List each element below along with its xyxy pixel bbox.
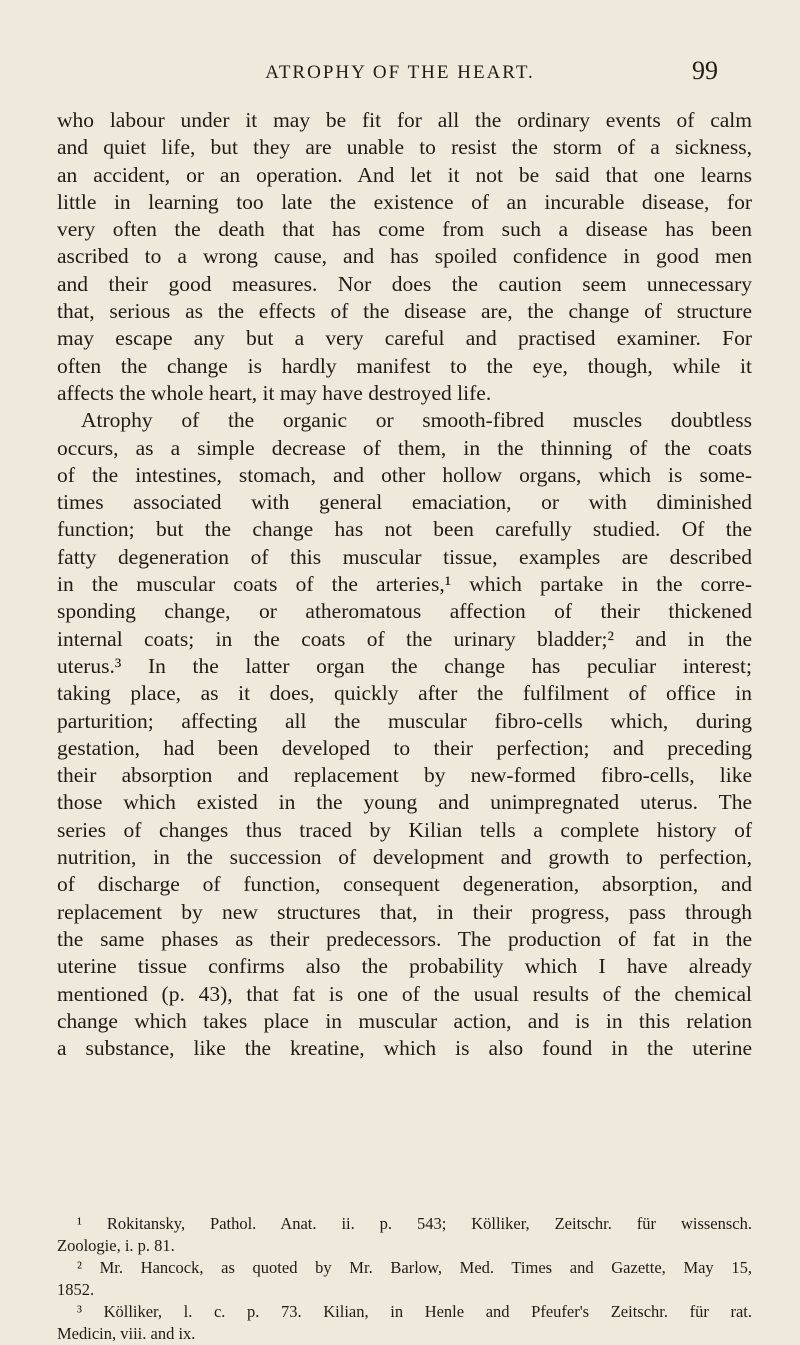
page-header [0, 56, 800, 102]
text-line: very often the death that has come from such a disease has been [57, 217, 752, 242]
text-line: nutrition, in the succession of development and growth to perfection, [57, 845, 752, 870]
footnotes [57, 1213, 752, 1345]
main-text [57, 107, 752, 1062]
text-line: uterine tissue confirms also the probability which I have already [57, 954, 752, 979]
text-line: Atrophy of the organic or smooth-fibred muscles doubtless [81, 408, 752, 433]
text-line: in the muscular coats of the arteries,¹ which partake in the corre- [57, 572, 752, 597]
text-line: the same phases as their predecessors. The production of fat in the [57, 926, 752, 951]
text-line: affects the whole heart, it may have destroyed life. [57, 380, 492, 405]
footnote-line: ¹ Rokitansky, Pathol. Anat. ii. p. 543; Kölliker, Zeitschr. für wissensch. [77, 1214, 752, 1233]
text-line: of discharge of function, consequent degeneration, absorption, and [57, 872, 752, 897]
text-line: times associated with general emaciation, or with diminished [57, 490, 752, 515]
text-line: little in learning too late the existence of an incurable disease, for [57, 189, 752, 214]
text-line: function; but the change has not been carefully studied. Of the [57, 517, 752, 542]
text-line: and quiet life, but they are unable to resist the storm of a sickness, [57, 135, 752, 160]
text-line: ascribed to a wrong cause, and has spoiled confidence in good men [57, 244, 752, 269]
text-line: series of changes thus traced by Kilian tells a complete history of [57, 817, 752, 842]
footnote-line: ² Mr. Hancock, as quoted by Mr. Barlow, Med. Times and Gazette, May 15, [77, 1258, 752, 1277]
text-line: change which takes place in muscular action, and is in this relation [57, 1008, 752, 1033]
text-line: often the change is hardly manifest to the eye, though, while it [57, 353, 752, 378]
text-line: of the intestines, stomach, and other hollow organs, which is some- [57, 462, 752, 487]
footnote-line: Medicin, viii. and ix. [57, 1324, 196, 1343]
text-line: that, serious as the effects of the disease are, the change of structure [57, 299, 752, 324]
running-head: ATROPHY OF THE HEART. [265, 62, 535, 83]
text-line: a substance, like the kreatine, which is also found in the uterine [57, 1036, 752, 1061]
text-line: sponding change, or atheromatous affection of their thickened [57, 599, 752, 624]
text-line: may escape any but a very careful and practised examiner. For [57, 326, 752, 351]
footnote-line: ³ Kölliker, l. c. p. 73. Kilian, in Henle and Pfeufer's Zeitschr. für rat. [77, 1302, 752, 1321]
text-line: uterus.³ In the latter organ the change has peculiar interest; [57, 653, 752, 678]
text-line: those which existed in the young and unimpregnated uterus. The [57, 790, 752, 815]
text-line: who labour under it may be fit for all the ordinary events of calm [57, 108, 752, 132]
text-line: and their good measures. Nor does the caution seem unnecessary [57, 271, 752, 296]
page-number: 99 [692, 56, 718, 85]
text-line: replacement by new structures that, in their progress, pass through [57, 899, 752, 924]
footnote-line: 1852. [57, 1280, 95, 1299]
text-line: taking place, as it does, quickly after the fulfilment of office in [57, 681, 752, 706]
text-line: parturition; affecting all the muscular fibro-cells which, during [57, 708, 752, 733]
text-line: mentioned (p. 43), that fat is one of the usual results of the chemical [57, 981, 752, 1006]
text-line: gestation, had been developed to their perfection; and preceding [57, 735, 752, 760]
footnote-line: Zoologie, i. p. 81. [57, 1236, 175, 1255]
text-line: fatty degeneration of this muscular tissue, examples are described [57, 544, 752, 569]
text-line: occurs, as a simple decrease of them, in the thinning of the coats [57, 435, 752, 460]
text-line: an accident, or an operation. And let it not be said that one learns [57, 162, 752, 187]
text-line: their absorption and replacement by new-formed fibro-cells, like [57, 763, 752, 788]
text-line: internal coats; in the coats of the urinary bladder;² and in the [57, 626, 752, 651]
